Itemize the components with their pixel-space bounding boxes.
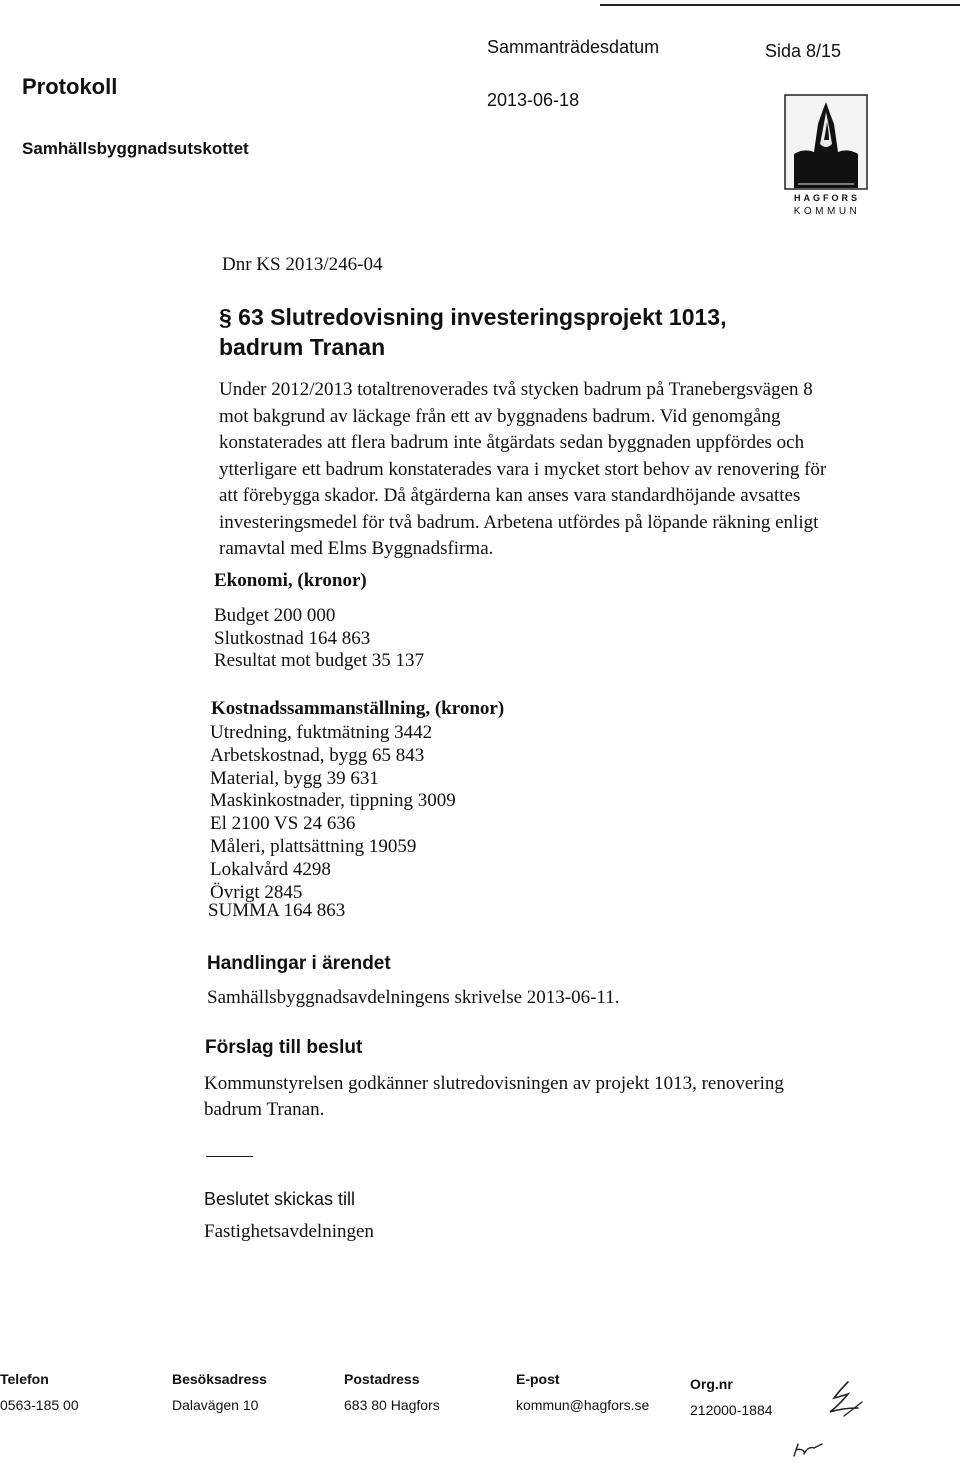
logo-subtitle: KOMMUN: [793, 206, 861, 217]
footer-email-label: E-post: [516, 1371, 560, 1387]
cost-line: Övrigt 2845: [210, 881, 303, 903]
distribution-heading: Beslutet skickas till: [204, 1189, 356, 1209]
footer-phone-label: Telefon: [0, 1371, 49, 1387]
meeting-date-label: Sammanträdesdatum: [487, 37, 660, 57]
body-line: ytterligare ett badrum konstaterades vara i mycket stort behov av renovering för: [219, 458, 827, 480]
logo-name: HAGFORS: [794, 193, 860, 203]
footer-phone: 0563-185 00: [0, 1397, 79, 1413]
footer-org-label: Org.nr: [690, 1376, 733, 1392]
cost-line: El 2100 VS 24 636: [210, 813, 356, 835]
footer-visit: Dalavägen 10: [172, 1397, 259, 1413]
cost-line: Måleri, plattsättning 19059: [210, 835, 417, 857]
page-number: Sida 8/15: [765, 41, 842, 61]
footer-postal: 683 80 Hagfors: [344, 1397, 440, 1413]
top-rule: [600, 4, 960, 6]
body-line: mot bakgrund av läckage från ett av byggnadens badrum. Vid genomgång: [219, 405, 781, 427]
document-type: Protokoll: [22, 74, 118, 99]
body-line: ramavtal med Elms Byggnadsfirma.: [219, 538, 494, 559]
economy-line: Budget 200 000: [214, 605, 336, 626]
section-body: [219, 377, 826, 563]
proposal-line: badrum Tranan.: [204, 1099, 325, 1120]
economy-heading: Ekonomi, (kronor): [214, 570, 367, 591]
flame-crest-logo: [784, 94, 868, 190]
footer-org: 212000-1884: [690, 1402, 773, 1418]
meeting-date: 2013-06-18: [487, 90, 580, 110]
cost-line: Maskinkostnader, tippning 3009: [210, 790, 456, 812]
proposal-text: [204, 1071, 784, 1123]
body-line: konstaterades att flera badrum inte åtgärdats sedan byggnaden uppfördes och: [219, 432, 805, 453]
documents-heading: Handlingar i ärendet: [207, 953, 391, 974]
case-number: Dnr KS 2013/246-04: [222, 254, 383, 275]
cost-summary-list: [210, 722, 456, 904]
body-line: att förebygga skador. Då åtgärderna kan anses vara standardhöjande avsattes: [219, 485, 801, 506]
section-title: [219, 302, 726, 362]
handwritten-initials-mark: [818, 1378, 870, 1424]
cost-summary-heading: Kostnadssammanställning, (kronor): [211, 698, 505, 719]
footer-postal-label: Postadress: [344, 1371, 420, 1387]
body-line: Under 2012/2013 totaltrenoverades två stycken badrum på Tranebergsvägen 8: [219, 379, 813, 400]
economy-line: Resultat mot budget 35 137: [214, 650, 425, 671]
body-line: investeringsmedel för två badrum. Arbetena utfördes på löpande räkning enligt: [219, 511, 819, 533]
proposal-heading: Förslag till beslut: [205, 1037, 363, 1058]
documents-text: Samhällsbyggnadsavdelningens skrivelse 2013-06-11.: [207, 987, 620, 1008]
section-title-line: § 63 Slutredovisning investeringsprojekt 1013,: [219, 304, 727, 330]
committee-name: Samhällsbyggnadsutskottet: [22, 139, 249, 158]
cost-line: Material, bygg 39 631: [210, 767, 379, 789]
handwritten-initials-mark: [790, 1438, 824, 1460]
economy-list: [214, 605, 424, 673]
proposal-line: Kommunstyrelsen godkänner slutredovisningen av projekt 1013, renovering: [204, 1073, 784, 1094]
footer-email: kommun@hagfors.se: [516, 1397, 650, 1413]
distribution-recipient: Fastighetsavdelningen: [204, 1221, 374, 1242]
cost-total: SUMMA 164 863: [208, 900, 346, 921]
section-title-line: badrum Tranan: [219, 334, 386, 360]
separator-dash: [206, 1156, 253, 1157]
cost-line: Utredning, fuktmätning 3442: [210, 722, 433, 743]
cost-line: Lokalvård 4298: [210, 858, 331, 880]
footer-visit-label: Besöksadress: [172, 1371, 267, 1387]
cost-line: Arbetskostnad, bygg 65 843: [210, 744, 425, 766]
economy-line: Slutkostnad 164 863: [214, 627, 371, 649]
